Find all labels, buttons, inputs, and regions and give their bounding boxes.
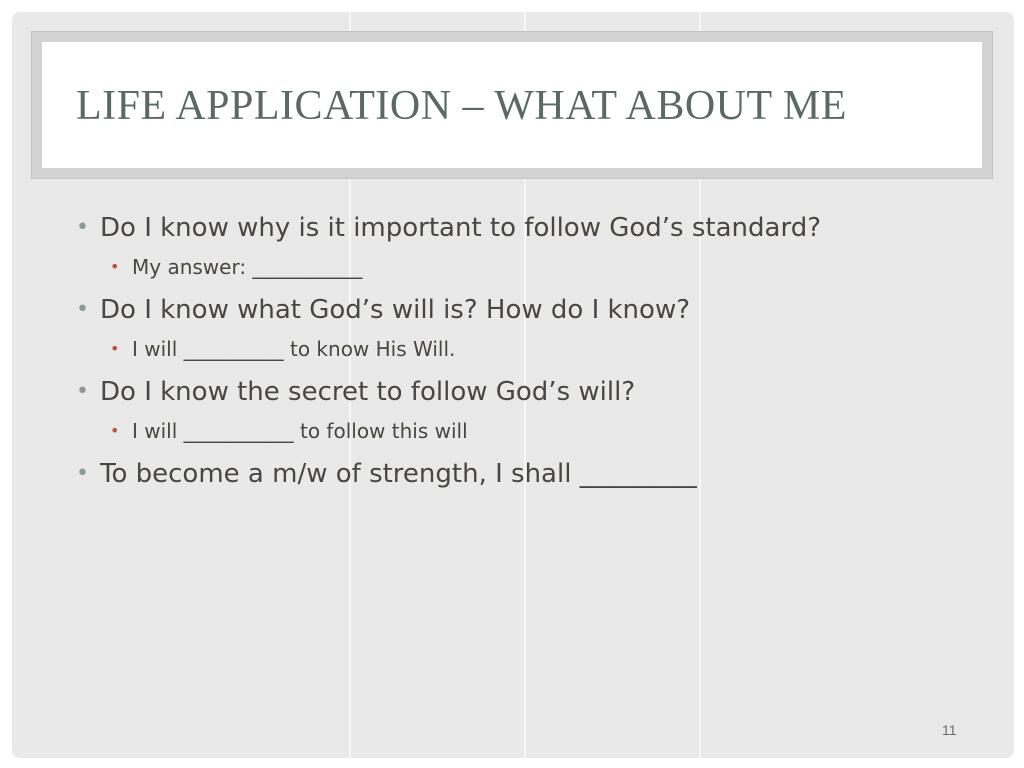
bullet-item xyxy=(72,208,972,248)
sub-bullet-item xyxy=(72,334,972,364)
bullet-text: Do I know the secret to follow God’s will? xyxy=(100,377,636,407)
page-number: 11 xyxy=(942,722,957,738)
title-frame xyxy=(31,31,993,179)
sub-bullet-text: I will __________ to know His Will. xyxy=(132,337,456,361)
bullet-dot-icon: • xyxy=(76,379,89,404)
slide-title: LIFE APPLICATION – WHAT ABOUT ME xyxy=(76,83,847,129)
title-box xyxy=(42,42,982,168)
sub-bullet-item xyxy=(72,252,972,282)
bullet-text: Do I know what God’s will is? How do I know? xyxy=(100,295,691,325)
bullet-dot-icon: • xyxy=(76,461,89,486)
sub-bullet-dot-icon: • xyxy=(110,339,120,358)
bullet-dot-icon: • xyxy=(76,215,89,240)
sub-bullet-item xyxy=(72,416,972,446)
sub-bullet-text: My answer: ___________ xyxy=(132,255,363,279)
slide xyxy=(12,12,1014,758)
bullet-text: Do I know why is it important to follow God’s standard? xyxy=(100,213,821,243)
bullet-item xyxy=(72,290,972,330)
bullet-dot-icon: • xyxy=(76,297,89,322)
sub-bullet-text: I will ___________ to follow this will xyxy=(132,419,468,443)
sub-bullet-dot-icon: • xyxy=(110,257,120,276)
sub-bullet-dot-icon: • xyxy=(110,421,120,440)
bullet-text: To become a m/w of strength, I shall _________ xyxy=(100,459,697,489)
bullet-item xyxy=(72,372,972,412)
content-list xyxy=(72,208,972,498)
bullet-item xyxy=(72,454,972,494)
